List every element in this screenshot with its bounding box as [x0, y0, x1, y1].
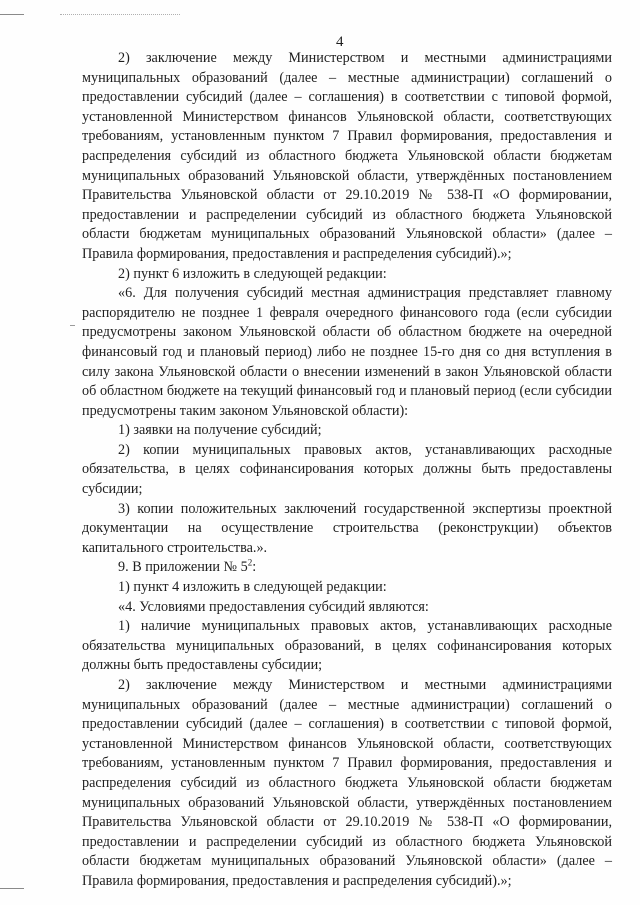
scan-edge-dots	[60, 14, 180, 16]
margin-mark	[70, 325, 75, 326]
annex-heading-colon: :	[252, 559, 257, 576]
page-number: 4	[336, 34, 344, 50]
paragraph-annex-5-2	[82, 558, 612, 578]
paragraph-expertise-copies: 3) копии положительных заключений государственной экспертизы проектной документации на осуществление строительства (реконструкции) объектов капитального строительства.».	[82, 500, 612, 556]
scan-edge-bottom	[0, 888, 24, 889]
paragraph-agreement-condition-repeat: 2) заключение между Министерством и местными администрациями муниципальных образований (далее – местные администрации) соглашений о предоставлении субсидий (далее – соглашения) в соответствии с типовой формой, установленной Министерством финансов Ульяновской области, соответствующих требованиям, установленным пунктом 7 Правил формирования, предоставления и распределения субсидий из областного бюджета Ульяновской области бюджетам муниципальных образований Ульяновской области, утверждённых постановлением Правительства Ульяновской области от 29.10.2019 № 538-П «О формировании, предоставлении и распределении субсидий из областного бюджета Ульяновской области бюджетам муниципальных образований Ульяновской области» (далее – Правила формирования, предоставления и распределения субсидий).»;	[82, 677, 612, 889]
paragraph-legal-acts-copies: 2) копии муниципальных правовых актов, устанавливающих расходные обязательства, в целях софинансирования которых должны быть предоставлены субсидии;	[82, 441, 612, 498]
scan-edge-top	[0, 14, 24, 15]
paragraph-subsidy-agreement-condition: 2) заключение между Министерством и местными администрациями муниципальных образований (далее – местные администрации) соглашений о предоставлении субсидий (далее – соглашения) в соответствии с типовой формой, установленной Министерством финансов Ульяновской области, соответствующих требованиям, установленным пунктом 7 Правил формирования, предоставления и распределения субсидий из областного бюджета Ульяновской области бюджетам муниципальных образований Ульяновской области, утверждённых постановлением Правительства Ульяновской области от 29.10.2019 № 538-П «О формировании, предоставлении и распределении субсидий из областного бюджета Ульяновской области бюджетам муниципальных образований Ульяновской области» (далее – Правила формирования, предоставления и распределения субсидий).»;	[82, 50, 612, 262]
paragraph-item-6-amendment: 2) пункт 6 изложить в следующей редакции:	[118, 265, 387, 282]
paragraph-municipal-acts-condition: 1) наличие муниципальных правовых актов, устанавливающих расходные обязательства муниципальных образований, в целях софинансирования которых должны быть предоставлены субсидии;	[82, 618, 612, 674]
paragraph-item-4-heading: «4. Условиями предоставления субсидий являются:	[118, 598, 429, 615]
annex-superscript: 2	[247, 557, 253, 568]
paragraph-item-6-text: «6. Для получения субсидий местная администрация представляет главному распорядителю не позднее 1 февраля очередного финансового года (если субсидии предусмотрены законом Ульяновской области об областном бюджете на очередной финансовый год и плановый период) либо не позднее 15-го дня со дня вступления в силу закона Ульяновской области о внесении изменений в закон Ульяновской области об областном бюджете на текущий финансовый год и плановый период (если субсидии предусмотрены таким законом Ульяновской области):	[82, 285, 612, 419]
document-body	[82, 49, 612, 892]
paragraph-item-4-amendment: 1) пункт 4 изложить в следующей редакции:	[118, 579, 387, 596]
paragraph-applications: 1) заявки на получение субсидий;	[118, 422, 322, 439]
annex-heading-text: 9. В приложении № 5	[118, 559, 248, 576]
